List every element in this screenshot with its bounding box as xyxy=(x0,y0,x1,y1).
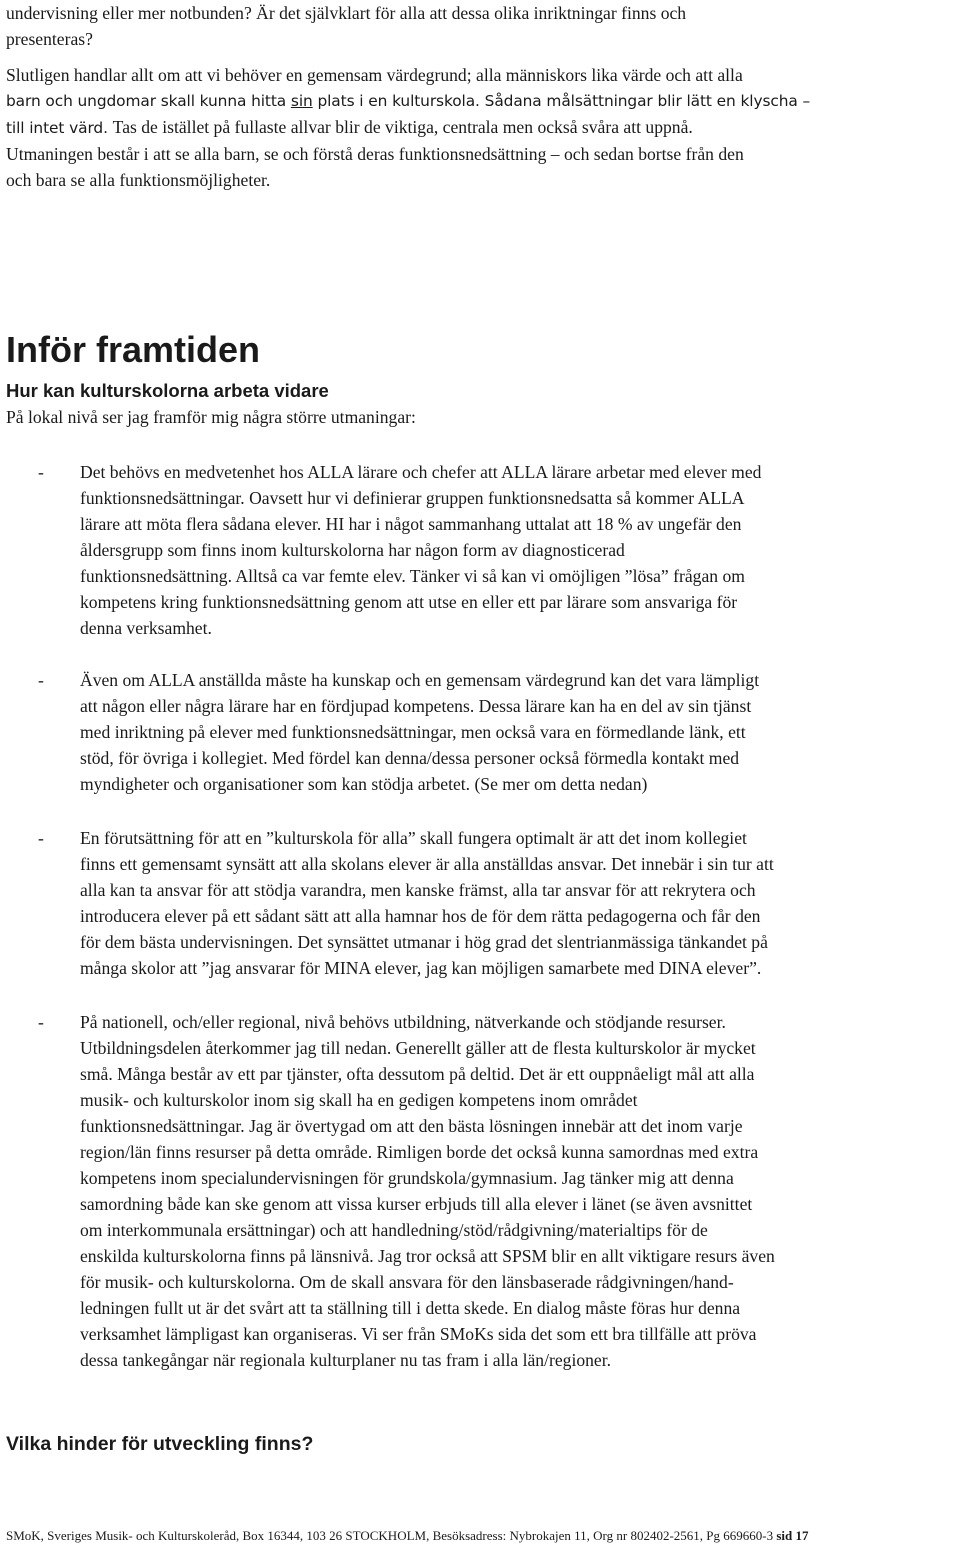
text-line: myndigheter och organisationer som kan stödja arbetet. (Se mer om detta nedan) xyxy=(80,774,648,794)
text-line: På nationell, och/eller regional, nivå behövs utbildning, nätverkande och stödjande resurser. xyxy=(80,1012,726,1032)
text-line: denna verksamhet. xyxy=(80,618,212,638)
text-line: kompetens inom specialundervisningen för grundskola/gymnasium. Jag tänker mig att denna xyxy=(80,1168,734,1188)
text-line: undervisning eller mer notbunden? Är det självklart för alla att dessa olika inriktningar finns och xyxy=(6,3,687,23)
list-item-text xyxy=(80,1009,942,1373)
page-footer xyxy=(6,1527,809,1545)
text-line: med inriktning på elever med funktionsnedsättningar, men också vara en förmedlande länk, ett xyxy=(80,722,746,742)
footer-text: SMoK, Sveriges Musik- och Kulturskoleråd, Box 16344, 103 26 STOCKHOLM, Besöksadress: Nybrokajen 11, Org nr 802402-2561, Pg 669660-3 xyxy=(6,1528,777,1543)
text-line: små. Många består av ett par tjänster, ofta dessutom på deltid. Det är ett ouppnåeligt mål att alla xyxy=(80,1064,755,1084)
text-line: musik- och kulturskolor inom sig skall ha en gedigen kompetens inom området xyxy=(80,1090,638,1110)
text-line: för musik- och kulturskolorna. Om de skall ansvara för den länsbaserade rådgivningen/hand- xyxy=(80,1272,734,1292)
text-line: Slutligen handlar allt om att vi behöver en gemensam värdegrund; alla människors lika värde och att alla xyxy=(6,65,743,85)
text-line: Det behövs en medvetenhet hos ALLA lärare och chefer att ALLA lärare arbetar med elever med xyxy=(80,462,762,482)
text-line: och bara se alla funktionsmöjligheter. xyxy=(6,170,271,190)
text-line: om interkommunala ersättningar) och att handledning/stöd/rådgivning/materialtips för de xyxy=(80,1220,708,1240)
text-line: dessa tankegångar när regionala kulturplaner nu tas fram i alla län/regioner. xyxy=(80,1350,612,1370)
section-subheading: Hur kan kulturskolorna arbeta vidare xyxy=(6,380,329,401)
text-line: alla kan ta ansvar för att stödja varandra, men kanske främst, alla tar ansvar för att rekrytera och xyxy=(80,880,756,900)
text-line: enskilda kulturskolorna finns på länsnivå. Jag tror också att SPSM blir en allt viktigare resurs även xyxy=(80,1246,775,1266)
bullet-dash: - xyxy=(38,828,44,848)
text-segment: barn och ungdomar skall kunna hitta xyxy=(6,92,291,110)
bullet-dash: - xyxy=(38,670,44,690)
text-line: Även om ALLA anställda måste ha kunskap och en gemensam värdegrund kan det vara lämpligt xyxy=(80,670,760,690)
text-segment: Tas de istället på fullaste allvar blir de viktiga, centrala men också svåra att uppnå. xyxy=(112,117,693,137)
text-line xyxy=(6,114,942,141)
text-line: funktionsnedsättningar. Oavsett hur vi definierar gruppen funktionsnedsatta så kommer ALLA xyxy=(80,488,745,508)
text-line: Utbildningsdelen återkommer jag till nedan. Generellt gäller att de flesta kulturskolor är mycket xyxy=(80,1038,756,1058)
list-item-text xyxy=(80,459,942,641)
text-line xyxy=(6,88,942,114)
text-line: ledningen fullt ut är det svårt att ta ställning till i detta skede. En dialog måste föras hur denna xyxy=(80,1298,741,1318)
list-item-text xyxy=(80,825,942,981)
text-line: åldersgrupp som finns inom kulturskolorna har någon form av diagnosticerad xyxy=(80,540,625,560)
section-heading-obstacles: Vilka hinder för utveckling finns? xyxy=(6,1433,314,1455)
text-line: En förutsättning för att en ”kulturskola för alla” skall fungera optimalt är att det inom kollegiet xyxy=(80,828,747,848)
text-line: introducera elever på ett sådant sätt att alla hamnar hos de för dem rätta pedagogerna och får den xyxy=(80,906,761,926)
text-segment: till intet värd. xyxy=(6,119,113,137)
text-line: många skolor att ”jag ansvarar för MINA elever, jag kan möjligen samarbete med DINA elever”. xyxy=(80,958,762,978)
text-line: att någon eller några lärare har en fördjupad kompetens. Dessa lärare kan ha en del av sin tjänst xyxy=(80,696,752,716)
underlined-word: sin xyxy=(290,92,313,110)
bullet-dash: - xyxy=(38,1012,44,1032)
text-line: Utmaningen består i att se alla barn, se och förstå deras funktionsnedsättning – och sedan bortse från den xyxy=(6,144,744,164)
section-heading: Inför framtiden xyxy=(6,329,261,370)
text-line: region/län finns resurser på detta område. Rimligen borde det också kunna samordnas med extra xyxy=(80,1142,759,1162)
text-line: verksamhet lämpligast kan organiseras. Vi ser från SMoKs sida det som ett bra tillfälle att pröva xyxy=(80,1324,757,1344)
paragraph-top xyxy=(6,0,942,52)
bullet-dash: - xyxy=(38,462,44,482)
text-line: samordning både kan ske genom att vissa kurser erbjuds till alla elever i länet (se även avsnittet xyxy=(80,1194,753,1214)
paragraph-conclusion xyxy=(6,62,942,193)
page-number: sid 17 xyxy=(776,1528,809,1543)
text-line: lärare att möta flera sådana elever. HI har i något sammanhang uttalat att 18 % av ungefär den xyxy=(80,514,742,534)
text-line: funktionsnedsättningar. Jag är övertygad om att den bästa lösningen innebär att det inom varje xyxy=(80,1116,743,1136)
text-line: finns ett gemensamt synsätt att alla skolans elever är alla anställdas ansvar. Det innebär i sin tur att xyxy=(80,854,774,874)
text-line: presenteras? xyxy=(6,29,93,49)
intro-text: På lokal nivå ser jag framför mig några större utmaningar: xyxy=(6,407,416,427)
text-line: funktionsnedsättning. Alltså ca var femte elev. Tänker vi så kan vi omöjligen ”lösa” frågan om xyxy=(80,566,745,586)
text-segment: plats i en kulturskola. Sådana målsättningar blir lätt en klyscha – xyxy=(312,92,811,110)
list-item-text xyxy=(80,667,942,797)
text-line: stöd, för övriga i kollegiet. Med fördel kan denna/dessa personer också förmedla kontakt med xyxy=(80,748,740,768)
text-line: för dem bästa undervisningen. Det synsättet utmanar i hög grad det slentrianmässiga tänkandet på xyxy=(80,932,768,952)
text-line: kompetens kring funktionsnedsättning genom att utse en eller ett par lärare som ansvariga för xyxy=(80,592,738,612)
